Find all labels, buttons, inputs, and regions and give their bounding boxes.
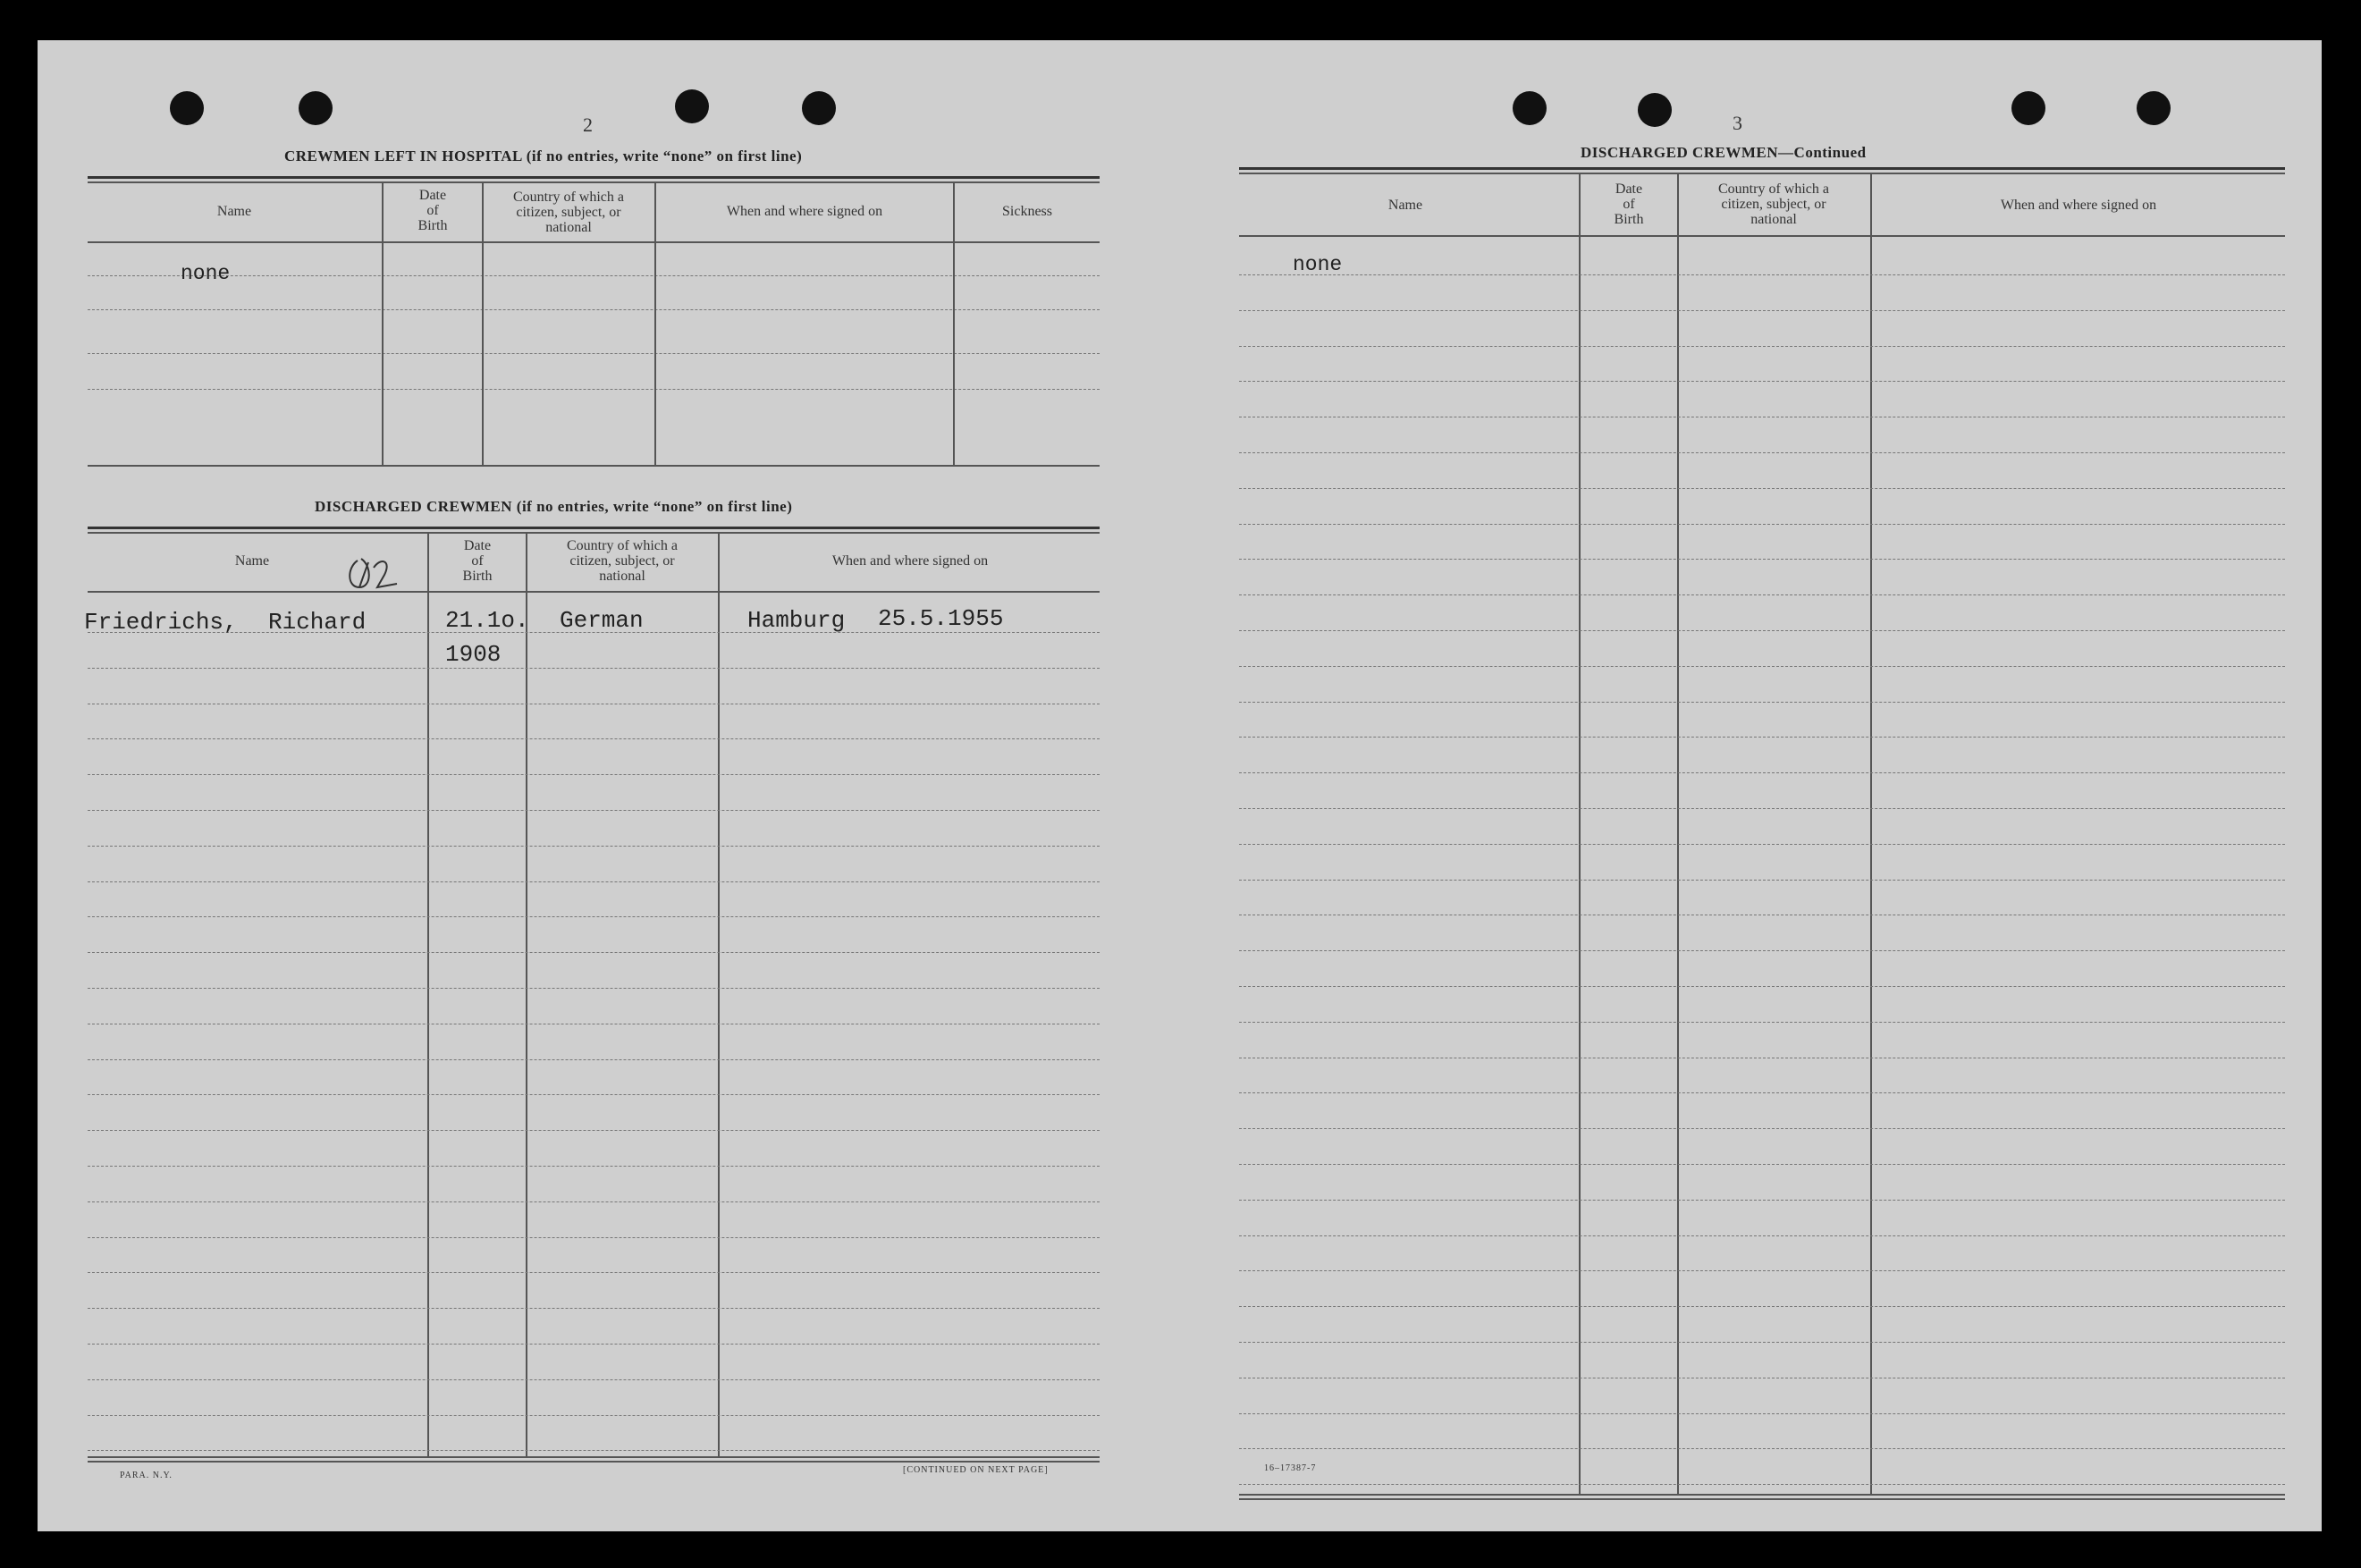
right-header-name: Name (1387, 198, 1423, 213)
discharged-header-dob: Date of Birth (462, 538, 493, 584)
ruled-line (1239, 1484, 2285, 1485)
discharged-section-title: DISCHARGED CREWMEN (if no entries, write “none” on first line) (315, 498, 793, 515)
ruled-line (1239, 1022, 2285, 1023)
right-header-dob: Date of Birth (1614, 181, 1644, 227)
crewman-dob-line1: 21.1o. (445, 607, 529, 634)
right-entry-none: none (1293, 253, 1343, 276)
ruled-line (1239, 559, 2285, 560)
punch-hole (675, 89, 709, 123)
footer-continued: [CONTINUED ON NEXT PAGE] (903, 1465, 1049, 1475)
punch-hole (1513, 91, 1547, 125)
page-number-left: 2 (583, 114, 593, 136)
crewman-signed-place: Hamburg (747, 607, 846, 634)
ruled-line (1239, 310, 2285, 311)
ruled-line (1239, 630, 2285, 631)
page-number-right: 3 (1733, 112, 1742, 134)
ruled-line (88, 1450, 1100, 1451)
ruled-line (88, 1237, 1100, 1238)
ruled-line (1239, 1306, 2285, 1307)
ruled-line (1239, 594, 2285, 595)
ruled-line (88, 738, 1100, 739)
ruled-line (1239, 524, 2285, 525)
ruled-line (1239, 1128, 2285, 1129)
ruled-line (88, 1130, 1100, 1131)
ruled-line (88, 1272, 1100, 1273)
punch-hole (2011, 91, 2045, 125)
ruled-line (1239, 986, 2285, 987)
hospital-header-name: Name (216, 204, 252, 219)
ruled-line (1239, 844, 2285, 845)
handwritten-initials (342, 552, 404, 596)
ruled-line (1239, 950, 2285, 951)
ruled-line (1239, 1448, 2285, 1449)
ruled-line (1239, 1413, 2285, 1414)
ruled-line (88, 916, 1100, 917)
document-sheet (38, 40, 2322, 1531)
hospital-section-title: CREWMEN LEFT IN HOSPITAL (if no entries, write “none” on first line) (284, 148, 803, 164)
crewman-dob-line2: 1908 (445, 641, 502, 668)
ruled-line (1239, 274, 2285, 275)
discharged-header-signed-on: When and where signed on (831, 553, 989, 569)
ruled-line (1239, 666, 2285, 667)
ruled-line (88, 846, 1100, 847)
ruled-line (88, 668, 1100, 669)
ruled-line (1239, 452, 2285, 453)
discharged-header-country: Country of which a citizen, subject, or national (567, 538, 678, 584)
right-header-signed-on: When and where signed on (2000, 198, 2157, 213)
punch-hole (299, 91, 333, 125)
crewman-surname: Friedrichs, (84, 609, 238, 636)
right-header-country: Country of which a citizen, subject, or national (1718, 181, 1829, 227)
crewman-country: German (560, 607, 644, 634)
ruled-line (1239, 1092, 2285, 1093)
discharged-continued-title: DISCHARGED CREWMEN—Continued (1581, 144, 1867, 161)
ruled-line (1239, 1235, 2285, 1236)
hospital-header-country: Country of which a citizen, subject, or national (513, 190, 624, 235)
punch-hole (2137, 91, 2171, 125)
ruled-line (1239, 1342, 2285, 1343)
discharged-header-name: Name (234, 553, 270, 569)
ruled-line (88, 1166, 1100, 1167)
ruled-line (88, 988, 1100, 989)
crewman-signed-date: 25.5.1955 (878, 605, 1004, 632)
ruled-line (88, 881, 1100, 882)
footer-form-number: 16–17387-7 (1264, 1463, 1317, 1473)
hospital-header-dob: Date of Birth (417, 188, 448, 233)
ruled-line (1239, 808, 2285, 809)
ruled-line (88, 1201, 1100, 1202)
ruled-line (1239, 1270, 2285, 1271)
ruled-line (1239, 702, 2285, 703)
crewman-given-name: Richard (268, 609, 367, 636)
punch-hole (1638, 93, 1672, 127)
ruled-line (1239, 1164, 2285, 1165)
ruled-line (88, 1094, 1100, 1095)
ruled-line (88, 1308, 1100, 1309)
ruled-line (88, 810, 1100, 811)
ruled-line (1239, 737, 2285, 738)
ruled-line (1239, 488, 2285, 489)
hospital-entry-none: none (181, 262, 231, 285)
footer-printer: PARA. N.Y. (120, 1471, 173, 1480)
ruled-line (88, 1344, 1100, 1345)
ruled-line (88, 1059, 1100, 1060)
ruled-line (88, 1379, 1100, 1380)
ruled-line (1239, 381, 2285, 382)
ruled-line (88, 774, 1100, 775)
ruled-line (1239, 880, 2285, 881)
ruled-line (1239, 346, 2285, 347)
punch-hole (802, 91, 836, 125)
ruled-line (88, 1415, 1100, 1416)
hospital-header-signed-on: When and where signed on (726, 204, 883, 219)
punch-hole (170, 91, 204, 125)
ruled-line (1239, 772, 2285, 773)
hospital-header-sickness: Sickness (1002, 204, 1052, 219)
ruled-line (88, 952, 1100, 953)
ruled-line (1239, 1200, 2285, 1201)
